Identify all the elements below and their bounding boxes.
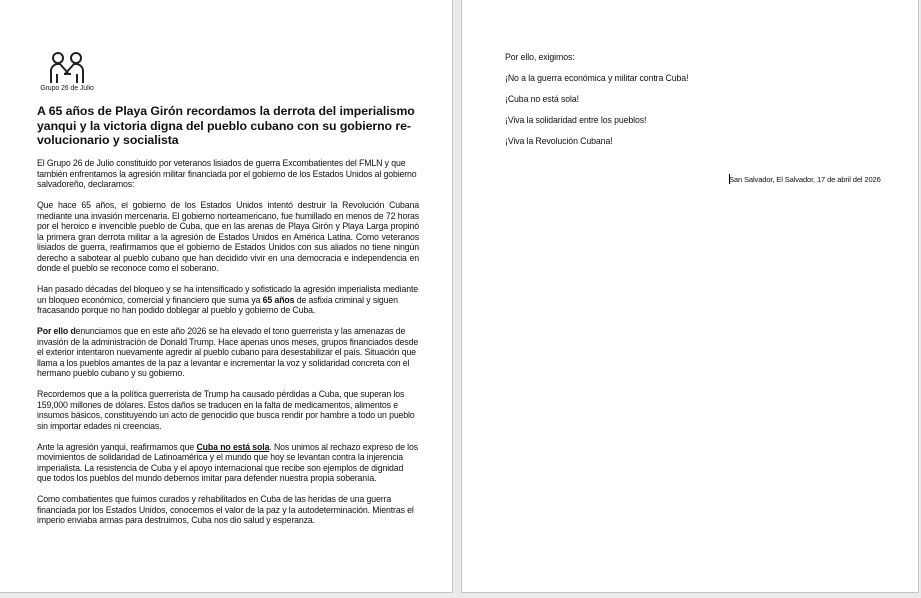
paragraph-history: Que hace 65 años, el gobierno de los Estados Unidos intentó destruir la Revolución Cubana mediante una invasión mercenaria. El gobierno norteamericano, fue humillado en menos de 72 horas por el heroico e invencible pueblo de Cuba, que en las arenas de Playa Girón y Playa Larga propinó la primera gran derrota militar a la agresión de Estados Unidos en América Latina. Como veteranos lisiados de guerra, reafirmamos que el gobierno de Estados Unidos con sus aliados no tiene ningún derecho a sabotear al pueblo cubano que han decidido vivir en una democracia e independencia en donde el pueblo se reconoce como el soberano. [37, 200, 419, 273]
paragraph-solidarity [37, 442, 419, 484]
signature-text: San Salvador, El Salvador, 17 de abril del 2026 [729, 175, 881, 184]
paragraph-denounce-bold: Por ello d [37, 326, 76, 336]
demand-item: ¡No a la guerra económica y militar contra Cuba! [505, 73, 689, 83]
paragraph-blockade-text-b: de asfixia criminal y siguen fracasando porque no han podido doblegar al pueblo y gobierno de Cuba. [37, 294, 398, 315]
document-body [37, 158, 419, 536]
demand-item: ¡Cuba no está sola! [505, 94, 579, 104]
logo-caption: Grupo 26 de Julio [40, 85, 94, 92]
cuba-no-esta-sola-link[interactable]: Cuba no está sola [196, 441, 270, 452]
paragraph-blockade-text-a: Han pasado décadas del bloqueo y se ha intensificado y sofisticado la agresión imperialista mediante un bloqueo económico, comercial y financiero que suma ya [37, 284, 419, 305]
demand-item: ¡Viva la Revolución Cubana! [505, 136, 613, 146]
document-title: A 65 años de Playa Girón recordamos la derrota del imperialismo yanqui y la victoria digna del pueblo cubano con su gobierno re-volucionario y socialista [37, 104, 415, 148]
paragraph-denounce [37, 326, 419, 379]
signature-line[interactable] [729, 174, 881, 184]
paragraph-combatants: Como combatientes que fuimos curados y rehabilitados en Cuba de las heridas de una guerra financiada por los Estados Unidos, conocemos el valor de la paz y la autodeterminación. Mientras el imperio enviaba armas para destruirnos, Cuba nos dio salud y esperanza. [37, 494, 414, 525]
paragraph-solidarity-text-b: . Nos unimos al rechazo expreso de los movimientos de solidaridad de Latinoamérica y el mundo que hoy se levantan contra la injerencia imperialista. La resistencia de Cuba y el apoyo internacional que recibe son ejemplos de dignidad que todos los pueblos del mundo debemos imitar para defender nuestra propia soberanía. [37, 441, 418, 483]
handshake-people-icon [48, 52, 86, 84]
demands-intro: Por ello, exigimos: [505, 52, 575, 62]
organization-logo [40, 52, 94, 92]
document-page-2[interactable] [461, 0, 919, 593]
paragraph-solidarity-text-a: Ante la agresión yanqui, reafirmamos que [37, 441, 197, 452]
paragraph-losses: Recordemos que a la política guerrerista de Trump ha causado pérdidas a Cuba, que superan los 159,000 millones de dólares. Estos daños se traducen en la falta de medicamentos, alimentos e insumos básicos, constituyendo un acto de genocidio que busca rendir por hambre a todo un pueblo sin importar edades ni creencias. [37, 389, 415, 431]
paragraph-blockade [37, 284, 419, 316]
demand-item: ¡Viva la solidaridad entre los pueblos! [505, 115, 647, 125]
paragraph-denounce-text: enunciamos que en este año 2026 se ha elevado el tono guerrerista y las amenazas de invasión de la administración de Donald Trump. Hace apenas unos meses, grupos financiados desde el exterior intentaron nuevamente agredir al pueblo cubano para desestabilizar el país. Situación que llama a los pueblos amantes de la paz a levantar e incrementar la voz y solidaridad concreta con el hermano pueblo cubano y su gobierno. [37, 326, 419, 378]
paragraph-blockade-bold: 65 años [262, 294, 295, 305]
paragraph-intro: El Grupo 26 de Julio constituido por veteranos lisiados de guerra Excombatientes del FMLN y que también enfrentamos la agresión militar financiada por el gobierno de los Estados Unidos al gobierno salvadoreño, declaramos: [37, 158, 417, 189]
document-page-1[interactable] [0, 0, 453, 593]
